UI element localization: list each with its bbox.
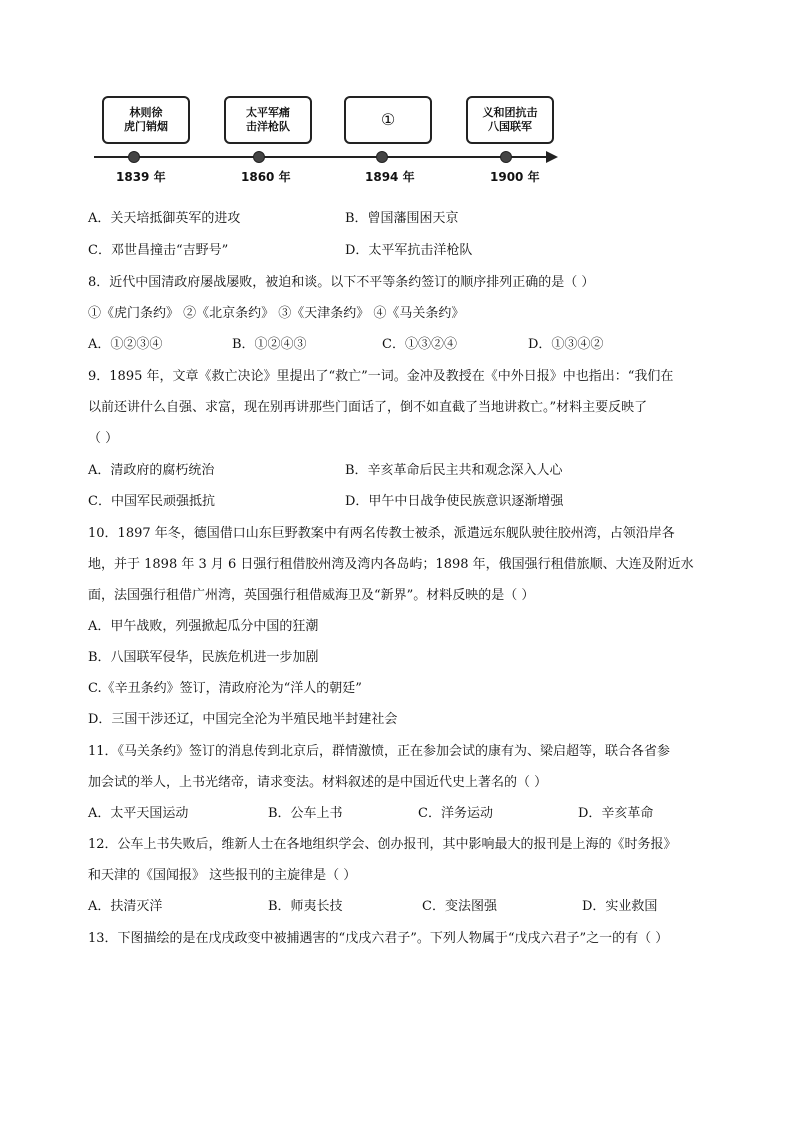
q8-option-b: B．①②④③ [232,337,307,352]
q7-option-c: C．邓世昌撞击“吉野号” [88,243,229,258]
q10-stem-line: 面，法国强行租借广州湾，英国强行租借威海卫及“新界”。材料反映的是（ ） [88,588,535,603]
timeline-figure [90,92,570,192]
q12-option-d: D．实业救国 [582,899,658,914]
q12-option-a: A．扶清灭洋 [88,899,163,914]
q9-option-a: A．清政府的腐朽统治 [88,463,215,478]
q12-option-b: B．师夷长技 [268,899,343,914]
timeline-year: 1894 年 [365,170,415,184]
q11-option-b: B．公车上书 [268,806,343,821]
q12-stem-line: 12．公车上书失败后，维新人士在各地组织学会、创办报刊，其中影响最大的报刊是上海的《时务报》 [88,837,677,852]
timeline-dot [376,151,388,163]
q8-option-c: C．①③②④ [382,337,457,352]
timeline-event-label: ① [380,110,396,129]
q11-stem-line: 11．《马关条约》签订的消息传到北京后，群情激愤，正在参加会试的康有为、梁启超等，联合各省参 [88,744,671,759]
q9-stem-line: 以前还讲什么自强、求富，现在别再讲那些门面话了，倒不如直截了当地讲救亡。”材料主要反映了 [88,400,648,415]
q11-option-a: A．太平天国运动 [88,806,189,821]
q8-option-d: D．①③④② [528,337,604,352]
q7-option-b: B．曾国藩围困天京 [345,211,459,226]
q9-option-c: C．中国军民顽强抵抗 [88,494,215,509]
q10-option-d: D．三国干涉还辽，中国完全沦为半殖民地半封建社会 [88,712,398,727]
q8-items: ①《虎门条约》 ②《北京条约》 ③《天津条约》 ④《马关条约》 [88,306,465,321]
q12-option-c: C．变法图强 [422,899,497,914]
arrow-right-icon [546,151,558,163]
q10-option-b: B．八国联军侵华，民族危机进一步加剧 [88,650,319,665]
timeline-axis [94,156,549,158]
timeline-event-box [466,96,554,144]
timeline-event-box [344,96,432,144]
q11-option-c: C．洋务运动 [418,806,493,821]
q13-stem: 13．下图描绘的是在戊戌政变中被捕遇害的“戊戌六君子”。下列人物属于“戊戌六君子”之一的有（ ） [88,931,669,946]
q11-stem-line: 加会试的举人，上书光绪帝，请求变法。材料叙述的是中国近代史上著名的（ ） [88,775,548,790]
timeline-event-label: 林则徐 虎门销烟 [124,106,168,133]
q9-option-d: D．甲午中日战争使民族意识逐渐增强 [345,494,564,509]
q10-stem-line: 10．1897 年冬，德国借口山东巨野教案中有两名传教士被杀，派遣远东舰队驶往胶州湾，占领沿岸各 [88,526,675,541]
timeline-year: 1900 年 [490,170,540,184]
timeline-event-label: 义和团抗击 八国联军 [482,106,538,133]
q9-stem-line: 9．1895 年，文章《救亡决论》里提出了“救亡”一词。金冲及教授在《中外日报》中也指出：“我们在 [88,369,674,384]
q11-option-d: D．辛亥革命 [578,806,654,821]
q12-stem-line: 和天津的《国闻报》 这些报刊的主旋律是（ ） [88,868,357,883]
q10-stem-line: 地，并于 1898 年 3 月 6 日强行租借胶州湾及湾内各岛屿；1898 年，俄国强行租借旅顺、大连及附近水 [88,557,694,572]
timeline-year: 1860 年 [241,170,291,184]
q10-option-a: A．甲午战败，列强掀起瓜分中国的狂潮 [88,619,319,634]
timeline-year: 1839 年 [116,170,166,184]
q9-option-b: B．辛亥革命后民主共和观念深入人心 [345,463,563,478]
timeline-dot [128,151,140,163]
timeline-dot [500,151,512,163]
q9-stem-line: （ ） [88,431,119,446]
q8-stem: 8．近代中国清政府屡战屡败，被迫和谈。以下不平等条约签订的顺序排列正确的是（ ） [88,275,595,290]
timeline-event-box [102,96,190,144]
q7-option-d: D．太平军抗击洋枪队 [345,243,473,258]
timeline-event-label: 太平军痛 击洋枪队 [246,106,290,133]
q10-option-c: C.《辛丑条约》签订，清政府沦为“洋人的朝廷” [88,681,362,696]
q8-option-a: A．①②③④ [88,337,163,352]
timeline-dot [253,151,265,163]
timeline-event-box [224,96,312,144]
q7-option-a: A．关天培抵御英军的进攻 [88,211,241,226]
